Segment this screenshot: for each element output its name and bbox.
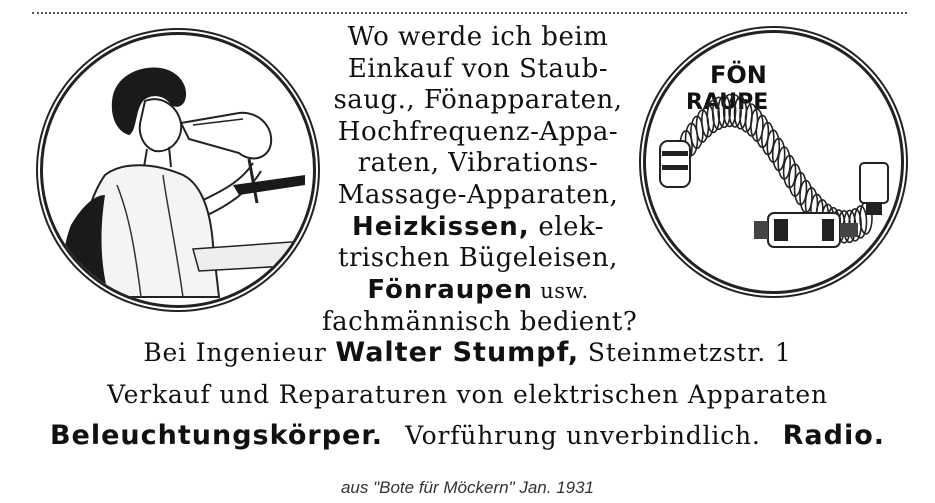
contact-prefix: Bei Ingenieur xyxy=(143,338,336,367)
source-caption: aus "Bote für Möckern" Jan. 1931 xyxy=(340,478,595,497)
foenraupen-rest: usw. xyxy=(533,278,589,303)
woman-with-hairdryer-illustration xyxy=(40,32,316,308)
coil-heater-drawing xyxy=(646,33,901,291)
question-line: Einkauf von Staub- xyxy=(347,53,609,84)
buegeleisen-line: trischen Bügeleisen, xyxy=(338,243,618,274)
question-line: saug., Fönapparaten, xyxy=(333,85,623,116)
advertisement-question-block xyxy=(322,22,638,339)
lighting-offer: Beleuchtungskörper. xyxy=(49,420,384,451)
foenraupen-bold: Fönraupen xyxy=(367,274,534,305)
offers-line xyxy=(0,420,935,451)
top-dotted-rule xyxy=(32,12,907,14)
foenraupe-product-illustration xyxy=(643,30,904,294)
woman-with-hairdryer-drawing xyxy=(43,35,313,305)
demo-offer: Vorführung unverbindlich. xyxy=(405,421,761,450)
question-line: Wo werde ich beim xyxy=(347,22,609,52)
question-line: Massage-Apparaten, xyxy=(337,179,619,210)
contact-line xyxy=(0,337,935,368)
radio-offer: Radio. xyxy=(782,420,886,451)
foen-label: FÖN xyxy=(710,61,767,89)
final-question-line: fachmännisch bedient? xyxy=(322,307,638,338)
foenraupen-line xyxy=(322,275,634,308)
heizkissen-line xyxy=(322,212,634,244)
question-line: Hochfrequenz-Appa- xyxy=(337,116,619,147)
merchant-name: Walter Stumpf, xyxy=(335,337,580,368)
heizkissen-bold: Heizkissen, xyxy=(351,211,530,242)
merchant-address: Steinmetzstr. 1 xyxy=(579,338,792,367)
raupe-label: RAUPE xyxy=(686,90,769,115)
question-line: raten, Vibrations- xyxy=(357,148,599,179)
heizkissen-rest: elek- xyxy=(529,211,605,242)
services-line: Verkauf und Reparaturen von elektrischen Apparaten xyxy=(107,380,828,409)
